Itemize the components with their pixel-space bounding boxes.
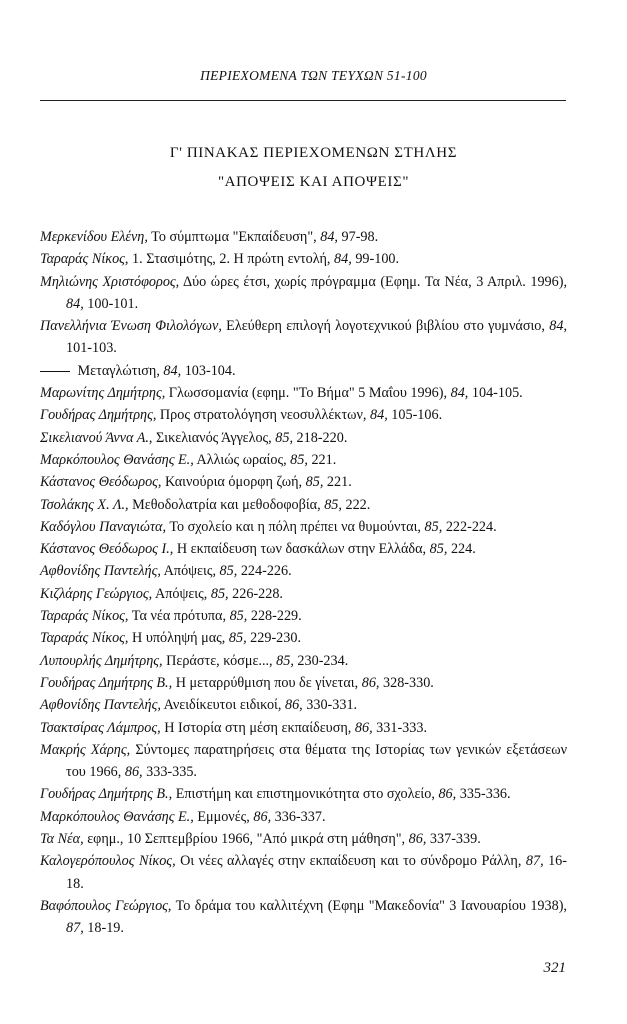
entry-title: Το σχολείο και η πόλη πρέπει να θυμούνται,: [166, 518, 425, 535]
entry-pages: 222-224.: [442, 518, 497, 535]
entry-pages: 333-335.: [142, 764, 197, 781]
entry-author: Μαρκόπουλος Θανάσης Ε.,: [40, 808, 194, 825]
entry-author: Τσολάκης Χ. Λ.,: [40, 496, 129, 513]
entry-author: Κάστανος Θεόδωρος,: [40, 474, 162, 491]
entry-title: Επιστήμη και επιστημονικότητα στο σχολείο,: [172, 786, 439, 803]
entry-volume: 84,: [370, 407, 388, 424]
entry-pages: 224.: [447, 541, 476, 558]
entry-pages: 335-336.: [456, 786, 511, 803]
entry-title: Μεθοδολατρία και μεθοδοφοβία,: [128, 496, 325, 513]
entry-volume: 85,: [324, 496, 342, 513]
entry-pages: 99-100.: [351, 251, 400, 268]
entry-title: Σύντομες παρατηρήσεις στα θέματα της Ιστορίας των γενικών εξετάσεων του 1966,: [66, 741, 567, 781]
entry-author: Μαρωνίτης Δημήτρης,: [40, 385, 166, 402]
page-number: 321: [543, 960, 566, 976]
entry-author: Σικελιανού Άννα Α.,: [40, 429, 153, 446]
index-entry: [40, 360, 567, 382]
entry-author: Μηλιώνης Χριστόφορος,: [40, 273, 180, 290]
index-entry: [40, 739, 567, 784]
section-title-line1: Γ' ΠΙΝΑΚΑΣ ΠΕΡΙΕΧΟΜΕΝΩΝ ΣΤΗΛΗΣ: [169, 145, 458, 161]
entry-volume: 86,: [438, 786, 457, 803]
ditto-dash: [40, 371, 70, 372]
index-entry: [40, 516, 567, 538]
index-entry: [40, 226, 567, 248]
entry-title: Δύο ώρες έτσι, χωρίς πρόγραμμα (Εφημ. Τα Νέα, 3 Απριλ. 1996),: [179, 273, 567, 290]
entry-pages: 228-229.: [247, 608, 302, 625]
entry-title: Η εκπαίδευση των δασκάλων στην Ελλάδα,: [173, 541, 430, 558]
entry-pages: 331-333.: [372, 719, 427, 736]
entry-author: Ταραράς Νίκος,: [40, 630, 129, 647]
entry-author: Μακρής Χάρης,: [40, 741, 131, 758]
entry-author: Τσακτσίρας Λάμπρος,: [40, 719, 161, 736]
entry-title: Ανειδίκευτοι ειδικοί,: [160, 697, 285, 714]
index-entry: [40, 248, 567, 270]
entry-volume: 84,: [450, 385, 469, 402]
entry-author: Καδόγλου Παναγιώτα,: [40, 518, 167, 535]
entry-author: Καλογερόπουλος Νίκος,: [40, 853, 176, 870]
entry-pages: 336-337.: [271, 808, 326, 825]
entry-author: Γουδήρας Δημήτρης,: [40, 407, 157, 424]
entries-list: [40, 226, 567, 940]
index-entry: [40, 806, 567, 828]
entry-author: Βαφόπουλος Γεώργιος,: [40, 897, 172, 914]
entry-pages: 18-19.: [83, 920, 124, 937]
entry-title: Αλλιώς ωραίος,: [193, 451, 291, 468]
entry-volume: 85,: [276, 652, 294, 669]
entry-pages: 97-98.: [337, 229, 379, 245]
header-rule: [40, 100, 566, 101]
running-header: ΠΕΡΙΕΧΟΜΕΝΑ ΤΩΝ ΤΕΥΧΩΝ 51-100: [200, 68, 427, 83]
entry-volume: 85,: [429, 541, 448, 558]
entry-volume: 84,: [320, 229, 338, 245]
entry-volume: 86,: [253, 808, 272, 825]
entry-title: Καινούρια όμορφη ζωή,: [161, 474, 306, 491]
entry-pages: 16-18.: [66, 853, 567, 892]
entry-author: Αφθονίδης Παντελής,: [40, 563, 161, 580]
index-entry: [40, 605, 567, 627]
entry-volume: 86,: [354, 719, 373, 736]
entry-title: Προς στρατολόγηση νεοσυλλέκτων,: [156, 407, 370, 424]
entry-author: Μαρκόπουλος Θανάσης Ε.,: [40, 451, 194, 468]
entry-author: Πανελλήνια Ένωση Φιλολόγων,: [40, 318, 222, 335]
entry-pages: 100-101.: [83, 295, 139, 312]
index-entry: [40, 427, 567, 449]
entry-volume: 84,: [549, 318, 567, 335]
entry-author: Κιζλάρης Γεώργιος,: [40, 585, 153, 602]
entry-pages: 328-330.: [379, 674, 434, 691]
entry-volume: 84,: [66, 295, 84, 312]
entry-author: Μερκενίδου Ελένη,: [40, 229, 148, 245]
entry-author: Γουδήρας Δημήτρης Β.,: [40, 674, 173, 691]
entry-pages: 221.: [307, 451, 337, 468]
entry-author: Τα Νέα,: [40, 831, 84, 848]
entry-volume: 85,: [424, 518, 443, 535]
entry-pages: 105-106.: [387, 407, 443, 424]
entry-author: Ταραράς Νίκος,: [40, 251, 129, 268]
entry-title: Μεταγλώτιση,: [74, 362, 164, 379]
entry-title: Σικελιανός Άγγελος,: [152, 429, 276, 446]
index-entry: [40, 672, 567, 694]
entry-volume: 85,: [228, 630, 247, 647]
index-entry: [40, 404, 567, 426]
entry-author: Ταραράς Νίκος,: [40, 608, 129, 625]
entry-title: Οι νέες αλλαγές στην εκπαίδευση και το σύνδρομο Ράλλη,: [175, 853, 526, 870]
entry-title: Η υπόληψή μας,: [128, 630, 229, 647]
entry-pages: 230-234.: [293, 652, 349, 669]
entry-title: Απόψεις,: [152, 585, 211, 602]
entry-volume: 85,: [210, 585, 229, 602]
entry-volume: 86,: [361, 674, 380, 691]
entry-title: εφημ., 10 Σεπτεμβρίου 1966, "Από μικρά στη μάθηση",: [83, 831, 409, 848]
index-entry: [40, 560, 567, 582]
index-entry: [40, 828, 567, 850]
entry-title: Γλωσσομανία (εφημ. "Το Βήμα" 5 Μαΐου 1996),: [165, 385, 451, 402]
index-entry: [40, 717, 567, 739]
entry-title: Περάστε, κόσμε...,: [162, 652, 277, 669]
entry-volume: 86,: [124, 764, 143, 781]
entry-title: Η Ιστορία στη μέση εκπαίδευση,: [160, 719, 355, 736]
index-entry: [40, 315, 567, 360]
index-entry: [40, 895, 567, 940]
entry-pages: 224-226.: [237, 563, 292, 580]
entry-author: Γουδήρας Δημήτρης Β.,: [40, 786, 173, 803]
entry-title: Εμμονές,: [193, 808, 254, 825]
index-entry: [40, 694, 567, 716]
entry-title: Απόψεις,: [160, 563, 220, 580]
entry-title: Τα νέα πρότυπα,: [128, 608, 230, 625]
index-entry: [40, 538, 567, 560]
entry-volume: 87,: [66, 920, 84, 937]
index-entry: [40, 449, 567, 471]
entry-pages: 103-104.: [181, 362, 236, 379]
entry-title: Η μεταρρύθμιση που δε γίνεται,: [172, 674, 362, 691]
entry-volume: 85,: [275, 429, 293, 446]
entry-volume: 84,: [334, 251, 352, 268]
entry-volume: 85,: [219, 563, 238, 580]
entry-author: Κάστανος Θεόδωρος Ι.,: [40, 541, 174, 558]
index-entry: [40, 471, 567, 493]
entry-title: 1. Στασιμότης, 2. Η πρώτη εντολή,: [128, 251, 335, 268]
entry-pages: 330-331.: [302, 697, 358, 714]
entry-pages: 101-103.: [66, 340, 117, 357]
index-entry: [40, 494, 567, 516]
index-entry: [40, 650, 567, 672]
section-title-line2: "ΑΠΟΨΕΙΣ ΚΑΙ ΑΠΟΨΕΙΣ": [217, 174, 410, 190]
entry-author: Λυπουρλής Δημήτρης,: [40, 652, 163, 669]
entry-pages: 337-339.: [426, 831, 481, 848]
entry-volume: 86,: [408, 831, 427, 848]
entry-volume: 86,: [284, 697, 303, 714]
index-entry: [40, 583, 567, 605]
entry-volume: 84,: [163, 362, 182, 379]
entry-title: Το σύμπτωμα "Εκπαίδευση",: [147, 229, 321, 245]
entry-volume: 85,: [229, 608, 248, 625]
index-entry: [40, 783, 567, 805]
entry-pages: 218-220.: [293, 429, 348, 446]
entry-title: Ελεύθερη επιλογή λογοτεχνικού βιβλίου στο γυμνάσιο,: [221, 318, 550, 335]
entry-pages: 104-105.: [468, 385, 523, 402]
index-entry: [40, 271, 567, 316]
entry-pages: 229-230.: [246, 630, 302, 647]
entry-pages: 222.: [341, 496, 371, 513]
entry-volume: 85,: [290, 451, 308, 468]
entry-title: Το δράμα του καλλιτέχνη (Εφημ "Μακεδονία" 3 Ιανουαρίου 1938),: [171, 897, 567, 914]
index-entry: [40, 850, 567, 895]
entry-pages: 221.: [323, 474, 352, 491]
entry-volume: 87,: [525, 853, 544, 870]
entry-volume: 85,: [305, 474, 324, 491]
index-entry: [40, 627, 567, 649]
entry-author: Αφθονίδης Παντελής,: [40, 697, 161, 714]
index-entry: [40, 382, 567, 404]
entry-pages: 226-228.: [228, 585, 283, 602]
